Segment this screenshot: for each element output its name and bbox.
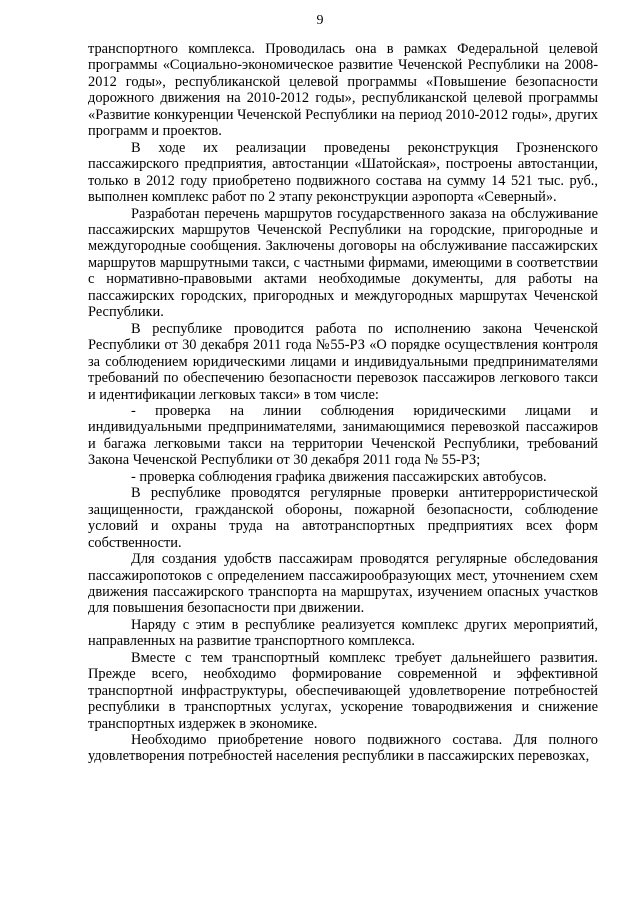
list-item: - проверка на линии соблюдения юридическими лицами и индивидуальными предпринимателями, занимающимися перевозкой пассажиров и багажа легковыми такси на территории Чеченской Республики, требований Закона Чеченской Республики от 30 декабря 2011 года № 55-РЗ; — [88, 402, 598, 469]
paragraph: В республике проводится работа по исполнению закона Чеченской Республики от 30 декабря 2011 года №55-РЗ «О порядке осуществления контроля за соблюдением юридическими лицами и индивидуальными предпринимателями требований по обеспечению безопасности перевозок пассажиров легкового такси и идентификации легковых такси» в том числе: — [88, 320, 598, 403]
paragraph: Необходимо приобретение нового подвижного состава. Для полного удовлетворения потребностей населения республики в пассажирских перевозках, — [88, 732, 598, 765]
paragraph: Разработан перечень маршрутов государственного заказа на обслуживание пассажирских маршрутов Чеченской Республики на городские, пригородные и междугородные сообщения. Заключены договоры на обслуживание пассажирских маршрутов маршрутными такси, с частными фирмами, имеющими в соответствии с нормативно-правовыми актами необходимые документы, для работы на пассажирских городских, пригородных и междугородных маршрутах Чеченской Республики. — [88, 205, 598, 321]
page-body — [88, 41, 598, 765]
paragraph: транспортного комплекса. Проводилась она в рамках Федеральной целевой программы «Социально-экономическое развитие Чеченской Республики на 2008-2012 годы», республиканской целевой программы «Повышение безопасности дорожного движения на 2010-2012 годы», республиканской целевой программы «Развитие конкуренции Чеченской Республики на период 2010-2012 годы», других программ и проектов. — [88, 41, 598, 140]
paragraph: В ходе их реализации проведены реконструкция Грозненского пассажирского предприятия, автостанции «Шатойская», построены автостанции, только в 2012 году приобретено подвижного состава на сумму 14 521 тыс. руб., выполнен комплекс работ по 2 этапу реконструкции аэропорта «Северный». — [88, 139, 598, 206]
paragraph: Вместе с тем транспортный комплекс требует дальнейшего развития. Прежде всего, необходимо формирование современной и эффективной транспортной инфраструктуры, обеспечивающей удовлетворение потребностей республики в транспортных услугах, ускорение товародвижения и снижение транспортных издержек в экономике. — [88, 649, 598, 732]
paragraph: Для создания удобств пассажирам проводятся регулярные обследования пассажиропотоков с определением пассажирообразующих мест, уточнением схем движения пассажирского транспорта на маршрутах, изучением опасных участков для повышения безопасности при движении. — [88, 551, 598, 617]
paragraph: Наряду с этим в республике реализуется комплекс других мероприятий, направленных на развитие транспортного комплекса. — [88, 616, 598, 650]
page-number: 9 — [316, 13, 324, 28]
paragraph: В республике проводятся регулярные проверки антитеррористической защищенности, гражданской обороны, пожарной безопасности, соблюдение условий и охраны труда на автотранспортных предприятиях всех форм собственности. — [88, 485, 598, 551]
list-item: - проверка соблюдения графика движения пассажирских автобусов. — [131, 468, 547, 485]
